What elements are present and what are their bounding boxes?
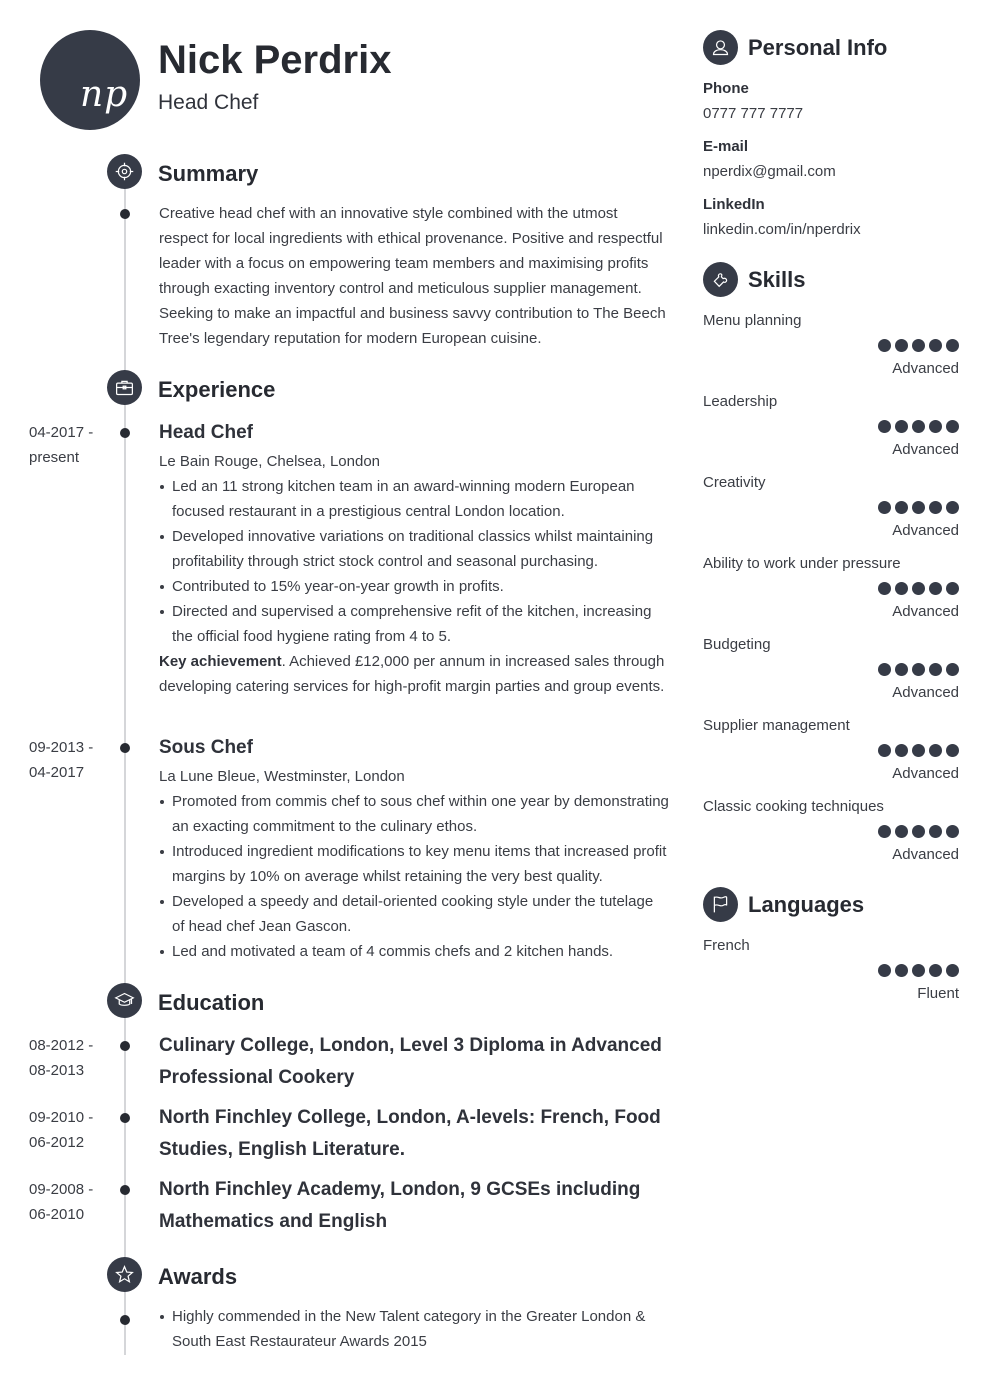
skill-name: Classic cooking techniques — [703, 798, 884, 815]
skill-name: Supplier management — [703, 717, 850, 734]
edu-entry: North Finchley College, London, A-levels: French, Food Studies, English Literature. — [159, 1107, 661, 1160]
skill-level: Advanced — [892, 603, 959, 620]
bullet-item: Developed innovative variations on traditional classics whilst maintaining profitability through strict stock control and seasonal purchasing. — [159, 524, 669, 574]
section-header-skills — [703, 262, 805, 297]
skill-item — [703, 555, 959, 625]
skill-item — [703, 717, 959, 787]
skill-rating — [878, 825, 959, 838]
graduation-cap-icon — [107, 983, 142, 1018]
timeline-dot — [120, 1113, 130, 1123]
bullet-item: Led an 11 strong kitchen team in an award-winning modern European focused restaurant in a prestigious central London location. — [159, 474, 669, 524]
skill-rating — [878, 663, 959, 676]
skill-name: Budgeting — [703, 636, 771, 653]
job-company: Le Bain Rouge, Chelsea, London — [159, 453, 381, 470]
bullet-item: Directed and supervised a comprehensive refit of the kitchen, increasing the official food hygiene rating from 4 to 5. — [159, 599, 669, 649]
skill-name: Creativity — [703, 474, 766, 491]
key-achievement-text: . Achieved £12,000 per annum in increased sales through developing catering services for high-profit margin parties and group events. — [159, 653, 665, 695]
edu-entry: North Finchley Academy, London, 9 GCSEs including Mathematics and English — [159, 1179, 641, 1232]
linkedin-label: LinkedIn — [703, 196, 765, 213]
date-end: 06-2012 — [29, 1134, 85, 1151]
bullet-item: Led and motivated a team of 4 commis chefs and 2 kitchen hands. — [159, 939, 669, 964]
language-name: French — [703, 937, 750, 954]
date-start: 08-2012 - — [29, 1037, 94, 1054]
language-level: Fluent — [917, 985, 959, 1002]
phone-label: Phone — [703, 80, 749, 97]
timeline-dot — [120, 743, 130, 753]
skill-rating — [878, 339, 959, 352]
phone-value: 0777 777 7777 — [703, 105, 804, 122]
puzzle-icon — [703, 262, 738, 297]
flag-icon — [703, 887, 738, 922]
language-item — [703, 937, 959, 1007]
edu-entry: Culinary College, London, Level 3 Diploma in Advanced Professional Cookery — [159, 1035, 662, 1088]
skill-rating — [878, 744, 959, 757]
language-rating — [878, 964, 959, 977]
skill-rating — [878, 420, 959, 433]
timeline-dot — [120, 209, 130, 219]
job-date — [29, 420, 109, 470]
timeline-dot — [120, 1315, 130, 1325]
job-role: Head Chef — [159, 422, 253, 443]
skill-level: Advanced — [892, 522, 959, 539]
bullet-item: Promoted from commis chef to sous chef within one year by demonstrating an exacting commitment to the culinary ethos. — [159, 789, 669, 839]
job-company: La Lune Bleue, Westminster, London — [159, 768, 405, 785]
skill-item — [703, 636, 959, 706]
section-title-experience: Experience — [158, 377, 276, 402]
job-bullets — [159, 789, 669, 964]
edu-date — [29, 1033, 109, 1083]
skill-level: Advanced — [892, 765, 959, 782]
briefcase-icon — [107, 370, 142, 405]
candidate-name: Nick Perdrix — [158, 38, 392, 82]
timeline-dot — [120, 1185, 130, 1195]
summary-text: Creative head chef with an innovative style combined with the utmost respect for local ingredients with ethical provenance. Positive and respectful leader with a focus on empowering team members and maximising profits through exacting inventory control and meticulous supplier management. Seeking to make an impactful and business savvy contribution to The Beech Tree's legendary reputation for modern European cuisine. — [159, 205, 666, 347]
candidate-title: Head Chef — [158, 91, 259, 114]
skill-level: Advanced — [892, 684, 959, 701]
timeline-dot — [120, 428, 130, 438]
section-header-languages — [703, 887, 864, 922]
job-role: Sous Chef — [159, 737, 253, 758]
section-title-languages: Languages — [748, 891, 865, 917]
person-icon — [703, 30, 738, 65]
key-achievement-label: Key achievement — [159, 653, 282, 670]
skill-rating — [878, 582, 959, 595]
skill-level: Advanced — [892, 441, 959, 458]
edu-date — [29, 1177, 109, 1227]
skill-level: Advanced — [892, 846, 959, 863]
avatar — [40, 30, 140, 130]
skill-name: Menu planning — [703, 312, 802, 329]
email-value[interactable]: nperdix@gmail.com — [703, 163, 836, 180]
date-start: 09-2013 - — [29, 739, 94, 756]
job-date — [29, 735, 109, 785]
target-icon — [107, 154, 142, 189]
section-title-education: Education — [158, 990, 265, 1015]
date-end: 06-2010 — [29, 1206, 85, 1223]
section-title-summary: Summary — [158, 161, 259, 186]
skill-item — [703, 798, 959, 868]
skill-item — [703, 474, 959, 544]
skill-name: Ability to work under pressure — [703, 555, 901, 572]
skill-level: Advanced — [892, 360, 959, 377]
skill-item — [703, 312, 959, 382]
award-item: Highly commended in the New Talent category in the Greater London & South East Restaurateur Awards 2015 — [159, 1304, 669, 1354]
skill-name: Leadership — [703, 393, 778, 410]
section-title-personal: Personal Info — [748, 34, 888, 60]
timeline-dot — [120, 1041, 130, 1051]
edu-date — [29, 1105, 109, 1155]
job-entry — [159, 420, 669, 699]
section-title-skills: Skills — [748, 266, 806, 292]
date-end: 08-2013 — [29, 1062, 85, 1079]
date-start: 09-2010 - — [29, 1109, 94, 1126]
bullet-item: Introduced ingredient modifications to key menu items that increased profit margins by 10% on average whilst retaining the very best quality. — [159, 839, 669, 889]
bullet-item: Developed a speedy and detail-oriented cooking style under the tutelage of head chef Jean Gascon. — [159, 889, 669, 939]
avatar-initials: np — [80, 74, 129, 115]
date-start: 09-2008 - — [29, 1181, 94, 1198]
section-title-awards: Awards — [158, 1264, 238, 1289]
star-icon — [107, 1257, 142, 1292]
date-start: 04-2017 - — [29, 424, 94, 441]
date-end: 04-2017 — [29, 764, 85, 781]
email-label: E-mail — [703, 138, 749, 155]
date-end: present — [29, 449, 80, 466]
key-achievement — [159, 649, 669, 699]
awards-list — [159, 1304, 669, 1354]
timeline-line — [124, 155, 126, 1355]
skill-item — [703, 393, 959, 463]
bullet-item: Contributed to 15% year-on-year growth in profits. — [159, 574, 669, 599]
job-bullets — [159, 474, 669, 649]
skill-rating — [878, 501, 959, 514]
section-header-personal — [703, 30, 887, 65]
job-entry — [159, 735, 669, 964]
linkedin-value[interactable]: linkedin.com/in/nperdrix — [703, 221, 861, 238]
